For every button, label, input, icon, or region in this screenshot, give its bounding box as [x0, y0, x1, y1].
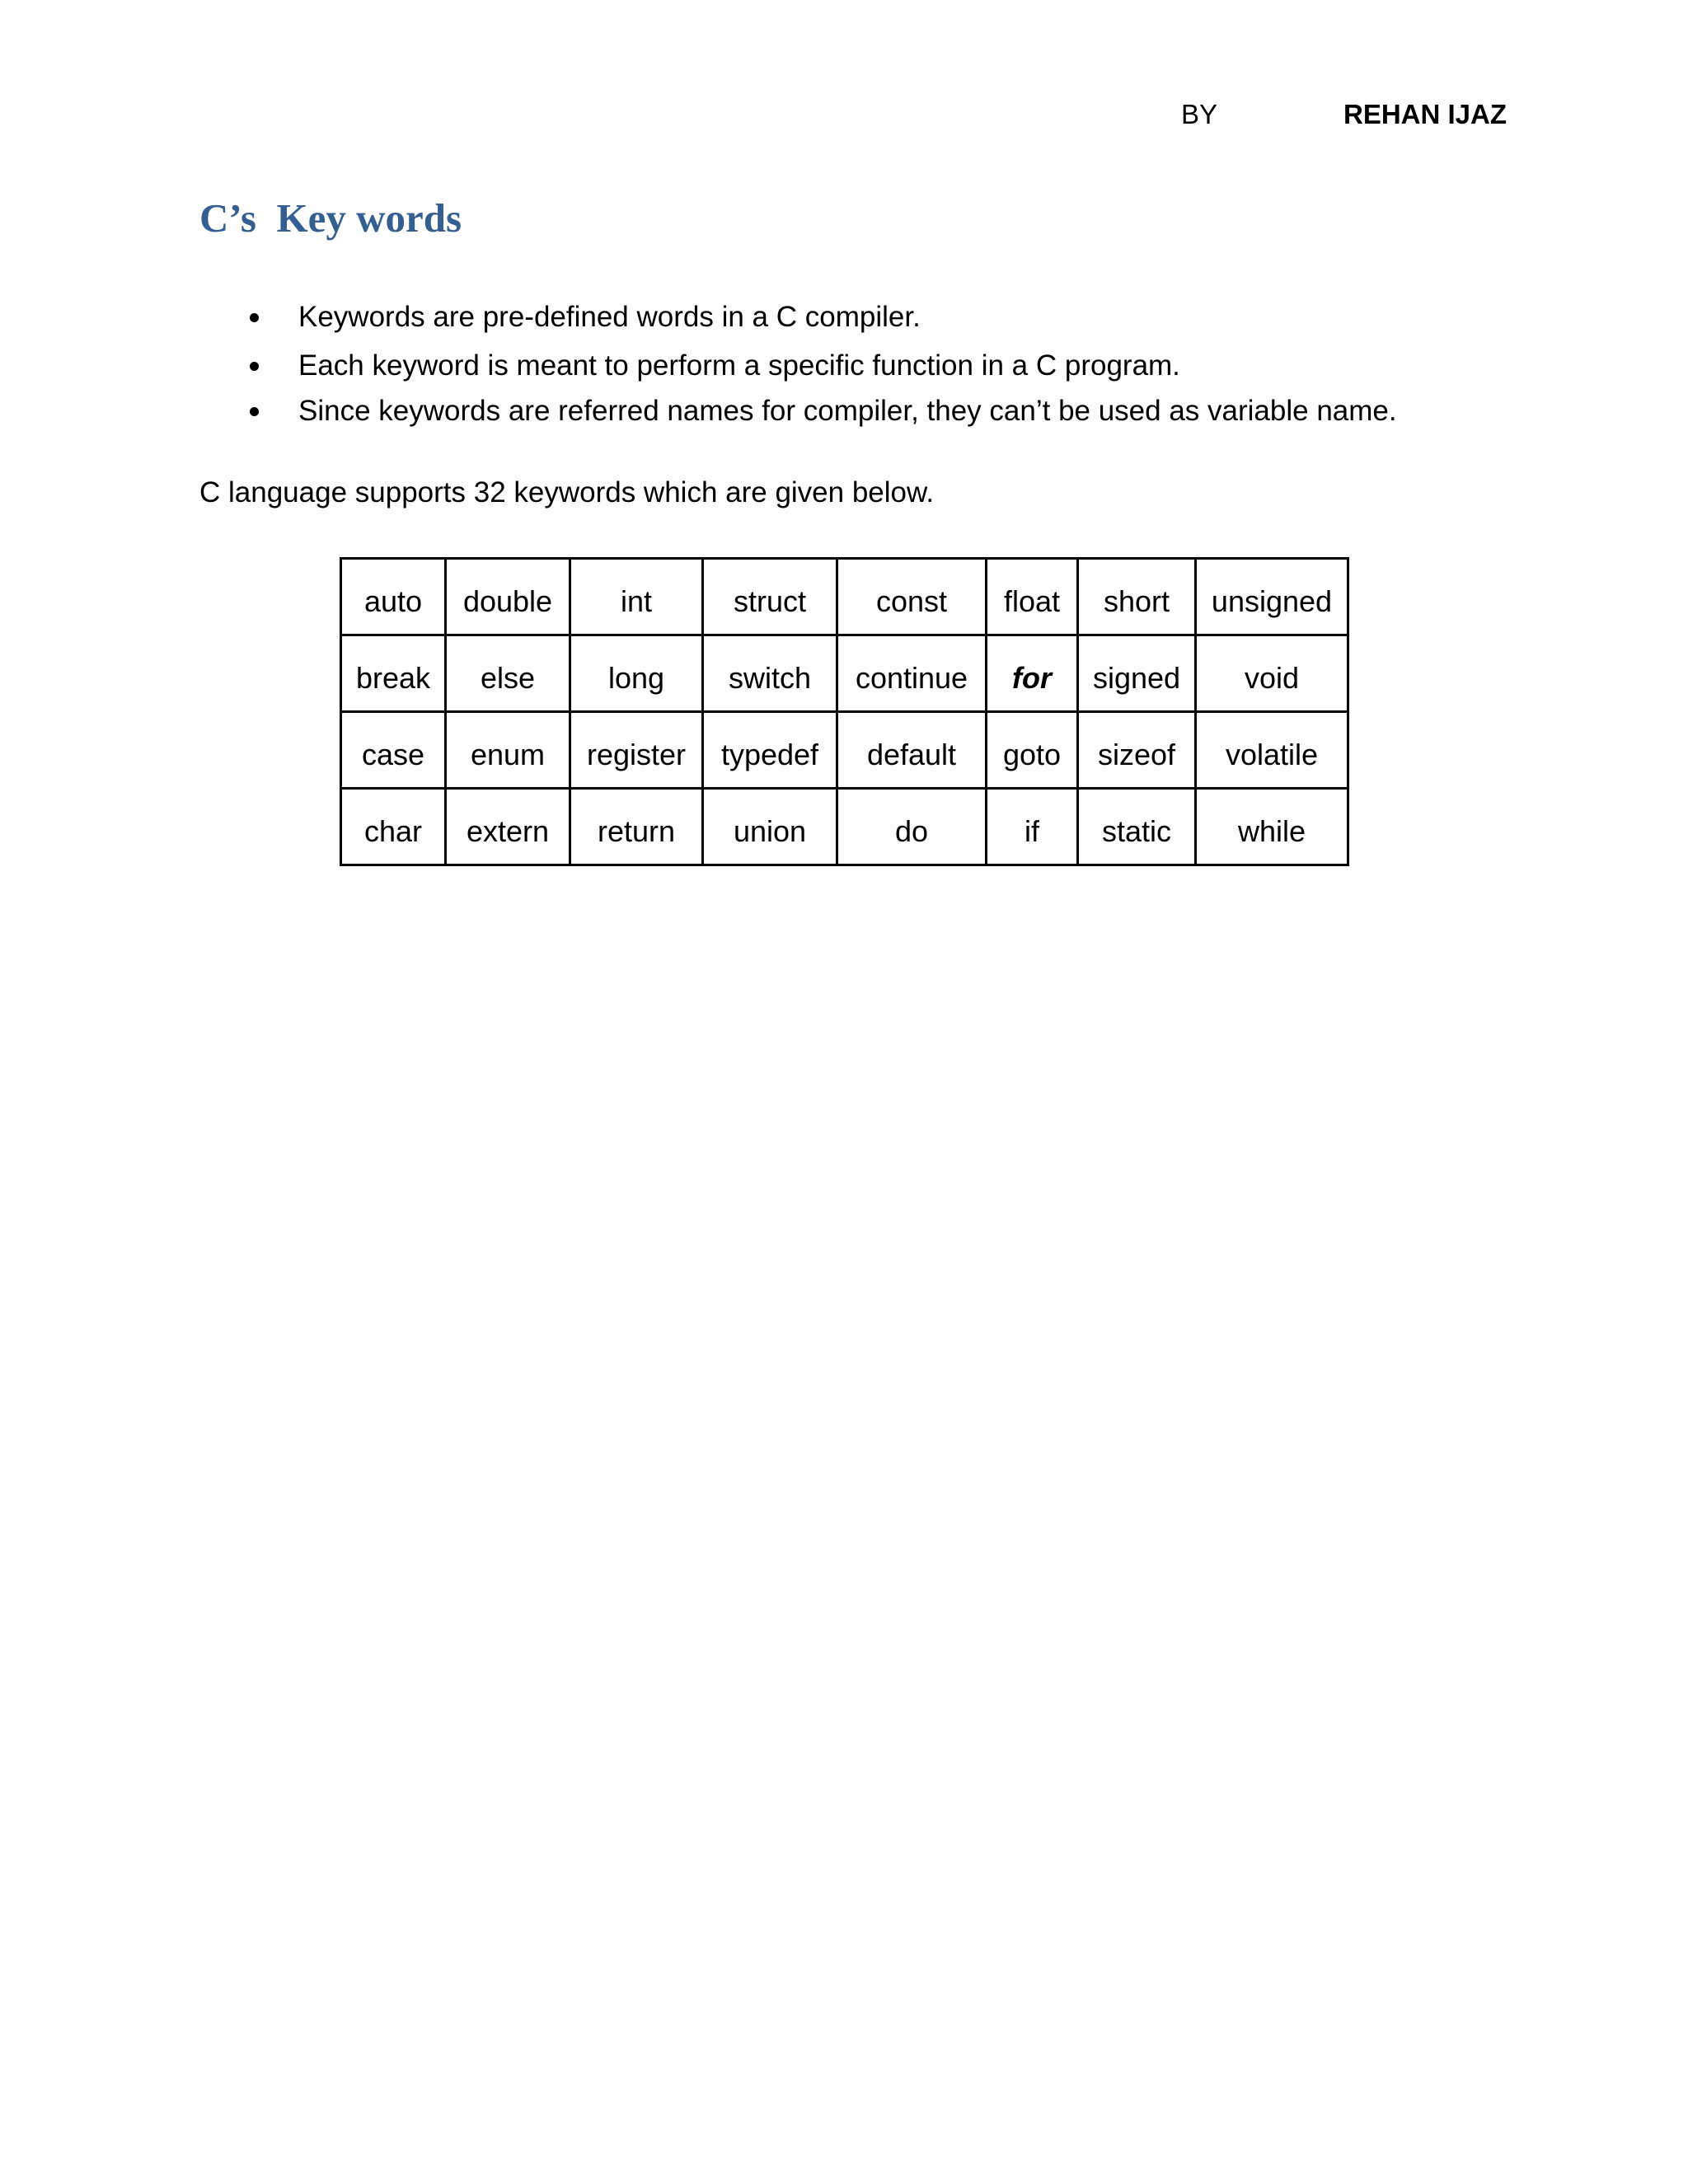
by-label: BY — [1181, 99, 1218, 129]
keyword-cell: volatile — [1196, 712, 1348, 789]
keyword-cell: default — [837, 712, 987, 789]
keyword-cell: switch — [703, 635, 837, 712]
keyword-cell: case — [341, 712, 446, 789]
bullet-text: Keywords are pre-defined words in a C compiler. — [298, 301, 921, 333]
keyword-cell: long — [570, 635, 703, 712]
keyword-cell: float — [987, 559, 1078, 635]
page-background — [198, 264, 1688, 2184]
intro-paragraph: C language supports 32 keywords which are given below. — [199, 476, 935, 509]
keyword-cell: extern — [446, 789, 570, 865]
keyword-cell: continue — [837, 635, 987, 712]
keyword-cell: if — [987, 789, 1078, 865]
keyword-cell: while — [1196, 789, 1348, 865]
bullet-text: Since keywords are referred names for compiler, they can’t be used as variable name. — [298, 395, 1397, 427]
bullet-text: Each keyword is meant to perform a specific function in a C program. — [298, 349, 1180, 382]
keyword-cell: typedef — [703, 712, 837, 789]
bullet-icon — [250, 362, 259, 371]
keyword-cell: register — [570, 712, 703, 789]
keyword-cell: do — [837, 789, 987, 865]
keywords-table-body — [341, 559, 1348, 865]
keyword-cell: goto — [987, 712, 1078, 789]
table-row — [341, 635, 1348, 712]
keyword-cell: void — [1196, 635, 1348, 712]
keyword-cell: double — [446, 559, 570, 635]
page-header — [0, 99, 1688, 140]
keyword-cell: break — [341, 635, 446, 712]
keyword-cell: sizeof — [1078, 712, 1196, 789]
keyword-cell: const — [837, 559, 987, 635]
keyword-cell: for — [987, 635, 1078, 712]
table-row — [341, 712, 1348, 789]
keyword-cell: static — [1078, 789, 1196, 865]
keyword-cell: auto — [341, 559, 446, 635]
bullet-icon — [250, 407, 259, 416]
keyword-cell: short — [1078, 559, 1196, 635]
table-row — [341, 789, 1348, 865]
keyword-cell: struct — [703, 559, 837, 635]
keywords-table — [340, 557, 1349, 866]
keyword-cell: union — [703, 789, 837, 865]
keyword-cell: else — [446, 635, 570, 712]
author-name: REHAN IJAZ — [1343, 99, 1507, 129]
keyword-cell: return — [570, 789, 703, 865]
keyword-cell: enum — [446, 712, 570, 789]
keyword-cell: int — [570, 559, 703, 635]
keyword-cell: unsigned — [1196, 559, 1348, 635]
bullet-icon — [250, 313, 259, 322]
page-title: C’s Key words — [199, 195, 462, 241]
table-row — [341, 559, 1348, 635]
keyword-cell: char — [341, 789, 446, 865]
keyword-cell: signed — [1078, 635, 1196, 712]
